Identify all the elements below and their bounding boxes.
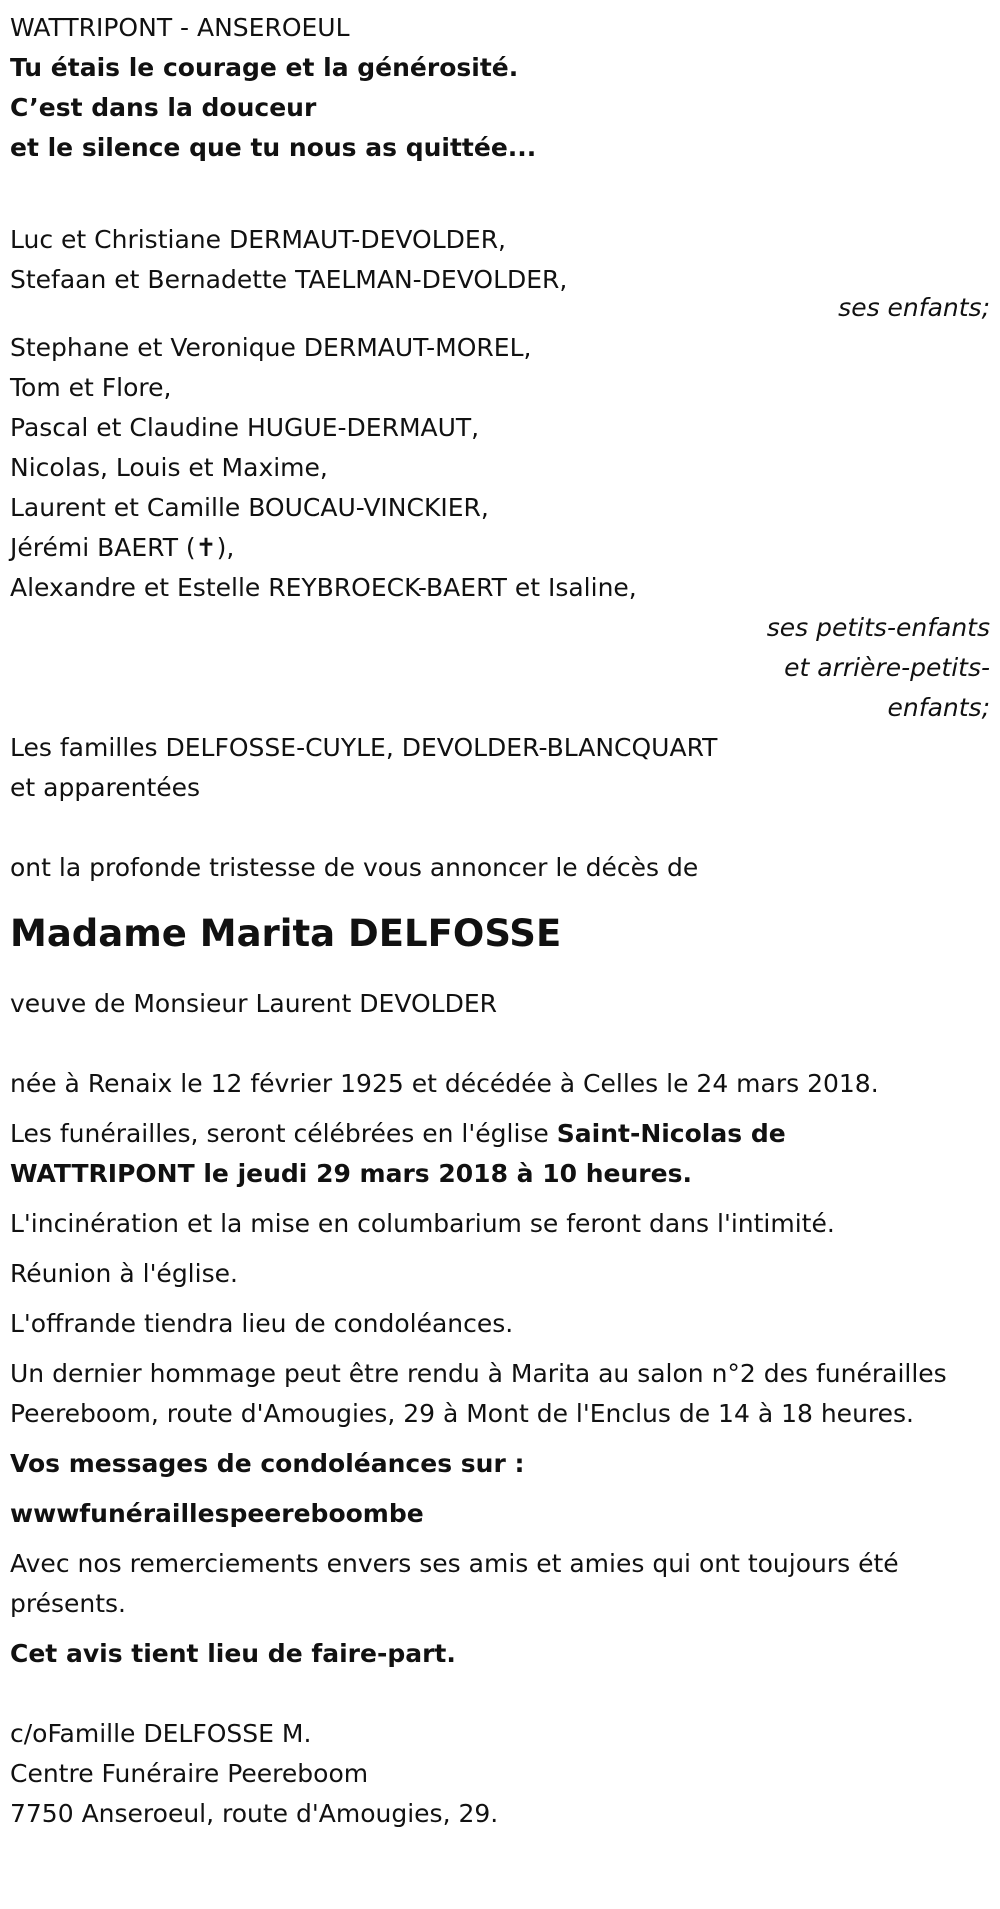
spacer — [10, 1024, 990, 1064]
obituary-notice — [10, 8, 990, 1834]
condolence-messages-label: Vos messages de condoléances sur : — [10, 1449, 525, 1478]
child-name: Luc et Christiane DERMAUT-DEVOLDER, — [10, 225, 507, 254]
grandchild-name: Pascal et Claudine HUGUE-DERMAUT, — [10, 413, 480, 442]
grandchild-name: Laurent et Camille BOUCAU-VINCKIER, — [10, 493, 489, 522]
offering-text: L'offrande tiendra lieu de condoléances. — [10, 1309, 514, 1338]
families-block — [10, 728, 990, 808]
spacer — [10, 888, 990, 900]
widow-of-text: veuve de Monsieur Laurent DEVOLDER — [10, 989, 497, 1018]
cremation-text: L'incinération et la mise en columbarium se feront dans l'intimité. — [10, 1209, 835, 1238]
grandchildren-role-label-1: ses petits-enfants — [766, 613, 990, 642]
announcement-text: ont la profonde tristesse de vous annoncer le décès de — [10, 853, 699, 882]
grandchildren-block — [10, 328, 990, 728]
deceased-name: Madame Marita DELFOSSE — [10, 912, 562, 955]
notice-text: Cet avis tient lieu de faire-part. — [10, 1639, 456, 1668]
children-role-label: ses enfants; — [838, 293, 990, 322]
families-line-2: et apparentées — [10, 773, 201, 802]
grandchildren-role-label-2: et arrière-petits- — [784, 653, 990, 682]
epitaph-line-3: et le silence que tu nous as quittée... — [10, 133, 537, 162]
spacer — [10, 168, 990, 220]
contact-block — [10, 1714, 990, 1834]
families-line-1: Les familles DELFOSSE-CUYLE, DEVOLDER-BLANCQUART — [10, 733, 718, 762]
funeral-details-bold: Saint-Nicolas de WATTRIPONT le jeudi 29 mars 2018 à 10 heures. — [10, 1119, 786, 1188]
tribute-text: Un dernier hommage peut être rendu à Marita au salon n°2 des funérailles Peereboom, route d'Amougies, 29 à Mont de l'Enclus de 14 à 18 heures. — [10, 1359, 947, 1428]
spacer — [10, 962, 990, 984]
grandchild-name: Nicolas, Louis et Maxime, — [10, 453, 328, 482]
thanks-text: Avec nos remerciements envers ses amis et amies qui ont toujours été présents. — [10, 1549, 899, 1618]
child-name: Stefaan et Bernadette TAELMAN-DEVOLDER, — [10, 265, 568, 294]
contact-line-3: 7750 Anseroeul, route d'Amougies, 29. — [10, 1799, 499, 1828]
reunion-text: Réunion à l'église. — [10, 1259, 238, 1288]
children-block — [10, 220, 990, 328]
grandchild-name: Jérémi BAERT (✝), — [10, 533, 235, 562]
funeral-prefix: Les funérailles, seront célébrées en l'église — [10, 1119, 557, 1148]
grandchild-name: Tom et Flore, — [10, 373, 172, 402]
contact-line-1: c/oFamille DELFOSSE M. — [10, 1719, 312, 1748]
epitaph-line-1: Tu étais le courage et la générosité. — [10, 53, 519, 82]
grandchild-name: Alexandre et Estelle REYBROECK-BAERT et Isaline, — [10, 573, 637, 602]
funeral-text — [10, 1114, 970, 1194]
epitaph-line-2: C’est dans la douceur — [10, 93, 317, 122]
location-header: WATTRIPONT - ANSEROEUL — [10, 13, 350, 42]
birth-death-text: née à Renaix le 12 février 1925 et décédée à Celles le 24 mars 2018. — [10, 1069, 879, 1098]
condolence-website: wwwfunéraillespeereboombe — [10, 1499, 424, 1528]
grandchild-name: Stephane et Veronique DERMAUT-MOREL, — [10, 333, 532, 362]
grandchildren-role-label-3: enfants; — [887, 693, 990, 722]
spacer — [10, 808, 990, 848]
spacer — [10, 1684, 990, 1714]
contact-line-2: Centre Funéraire Peereboom — [10, 1759, 369, 1788]
